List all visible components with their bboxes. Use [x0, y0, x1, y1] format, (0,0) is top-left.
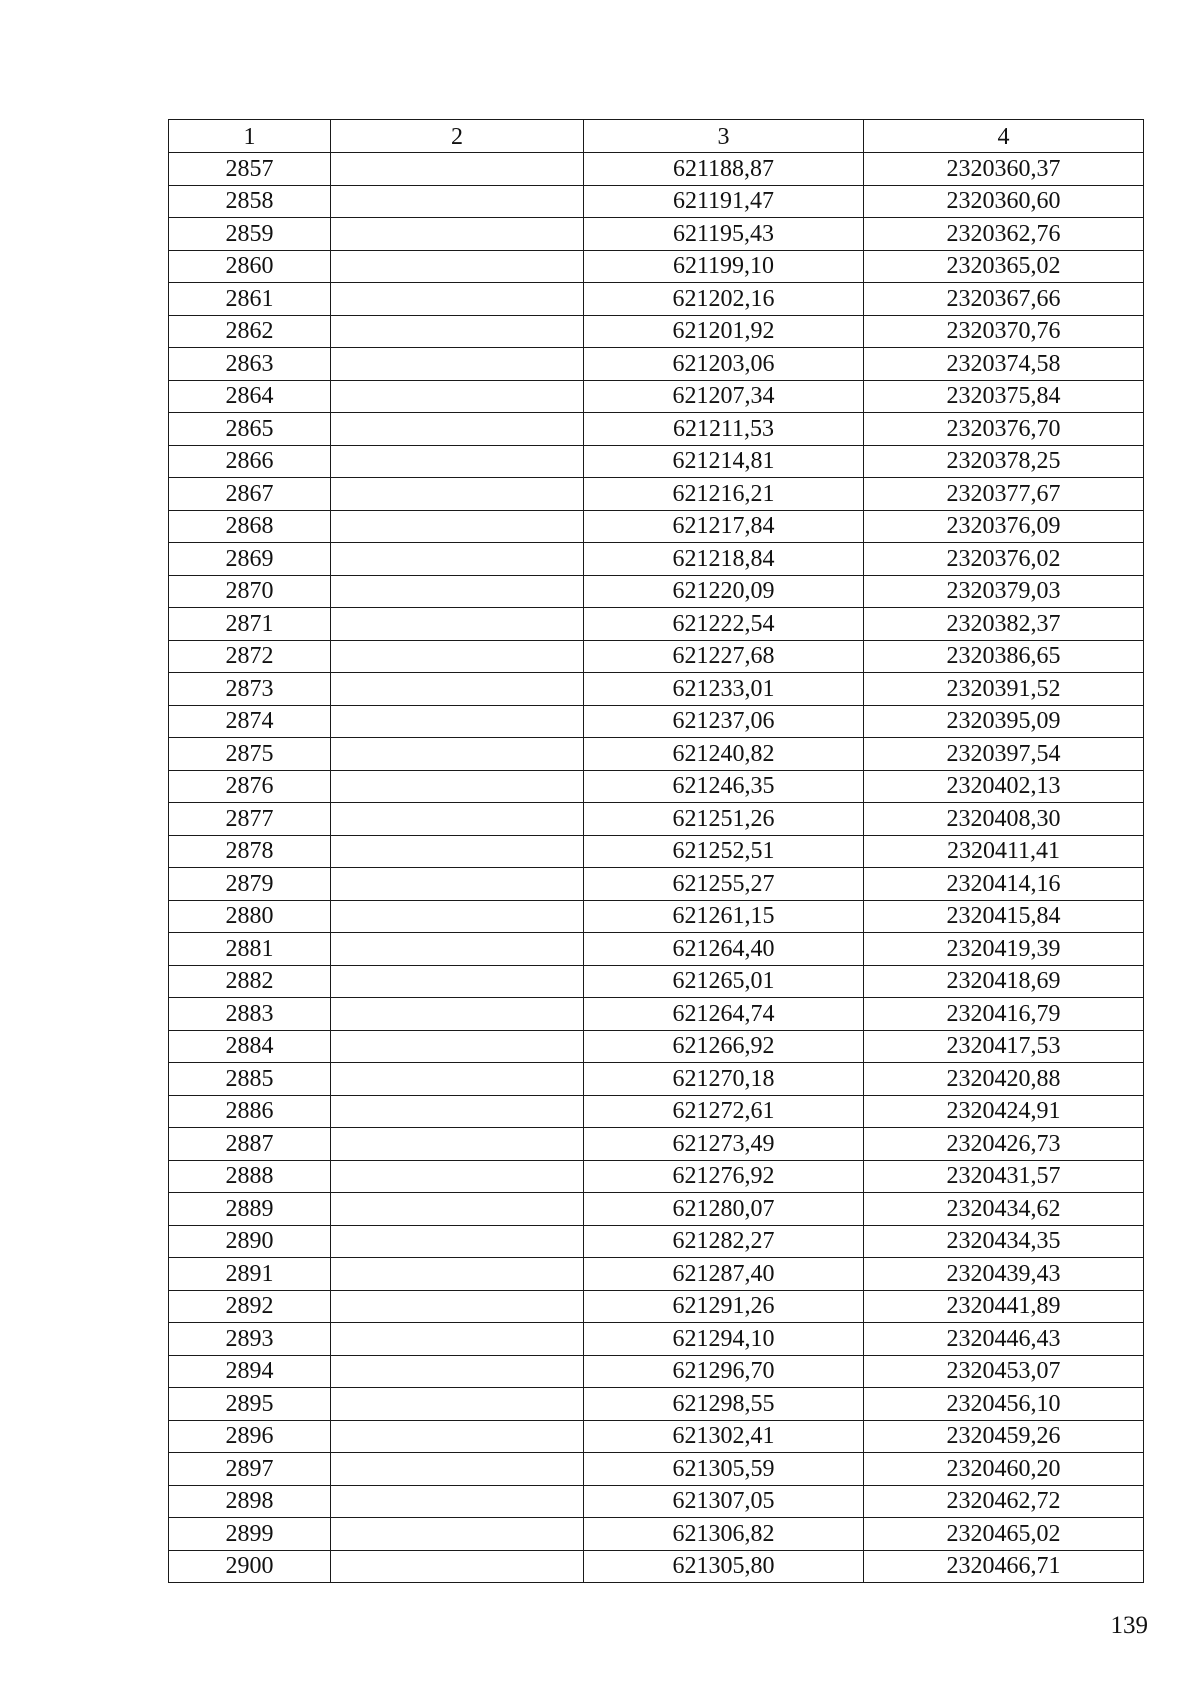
table-row [169, 1453, 1144, 1486]
x-coordinate-cell: 621222,54 [584, 608, 864, 641]
point-number-cell: 2875 [169, 738, 331, 771]
point-number-cell: 2876 [169, 770, 331, 803]
x-coordinate-cell: 621305,59 [584, 1453, 864, 1486]
y-coordinate-cell: 2320375,84 [864, 380, 1144, 413]
x-coordinate-cell: 621287,40 [584, 1258, 864, 1291]
table-body [169, 153, 1144, 1583]
y-coordinate-cell: 2320374,58 [864, 348, 1144, 381]
description-cell [331, 1453, 584, 1486]
y-coordinate-cell: 2320360,37 [864, 153, 1144, 186]
description-cell [331, 673, 584, 706]
page-number: 139 [1110, 1612, 1148, 1639]
y-coordinate-cell: 2320397,54 [864, 738, 1144, 771]
point-number-cell: 2891 [169, 1258, 331, 1291]
point-number-cell: 2862 [169, 315, 331, 348]
point-number-cell: 2866 [169, 445, 331, 478]
description-cell [331, 153, 584, 186]
point-number-cell: 2877 [169, 803, 331, 836]
point-number-cell: 2900 [169, 1550, 331, 1583]
table-row [169, 218, 1144, 251]
table-row [169, 1355, 1144, 1388]
point-number-cell: 2868 [169, 510, 331, 543]
table-row [169, 868, 1144, 901]
y-coordinate-cell: 2320417,53 [864, 1030, 1144, 1063]
table-row [169, 185, 1144, 218]
description-cell [331, 803, 584, 836]
x-coordinate-cell: 621296,70 [584, 1355, 864, 1388]
x-coordinate-cell: 621233,01 [584, 673, 864, 706]
description-cell [331, 510, 584, 543]
coordinates-table [168, 119, 1144, 1583]
point-number-cell: 2893 [169, 1323, 331, 1356]
description-cell [331, 1128, 584, 1161]
x-coordinate-cell: 621217,84 [584, 510, 864, 543]
table-row [169, 998, 1144, 1031]
point-number-cell: 2883 [169, 998, 331, 1031]
x-coordinate-cell: 621191,47 [584, 185, 864, 218]
x-coordinate-cell: 621199,10 [584, 250, 864, 283]
table-row [169, 803, 1144, 836]
table-row [169, 1323, 1144, 1356]
x-coordinate-cell: 621294,10 [584, 1323, 864, 1356]
table-row [169, 640, 1144, 673]
description-cell [331, 1420, 584, 1453]
description-cell [331, 283, 584, 316]
table-row [169, 770, 1144, 803]
table-row [169, 965, 1144, 998]
x-coordinate-cell: 621302,41 [584, 1420, 864, 1453]
table-row [169, 835, 1144, 868]
point-number-cell: 2898 [169, 1485, 331, 1518]
x-coordinate-cell: 621272,61 [584, 1095, 864, 1128]
table-row [169, 900, 1144, 933]
table-row [169, 1518, 1144, 1551]
point-number-cell: 2863 [169, 348, 331, 381]
point-number-cell: 2867 [169, 478, 331, 511]
point-number-cell: 2857 [169, 153, 331, 186]
description-cell [331, 1323, 584, 1356]
y-coordinate-cell: 2320408,30 [864, 803, 1144, 836]
description-cell [331, 868, 584, 901]
table-row [169, 380, 1144, 413]
y-coordinate-cell: 2320462,72 [864, 1485, 1144, 1518]
point-number-cell: 2896 [169, 1420, 331, 1453]
description-cell [331, 1160, 584, 1193]
y-coordinate-cell: 2320466,71 [864, 1550, 1144, 1583]
description-cell [331, 445, 584, 478]
y-coordinate-cell: 2320424,91 [864, 1095, 1144, 1128]
y-coordinate-cell: 2320362,76 [864, 218, 1144, 251]
point-number-cell: 2882 [169, 965, 331, 998]
table-row [169, 673, 1144, 706]
table-row [169, 575, 1144, 608]
point-number-cell: 2874 [169, 705, 331, 738]
x-coordinate-cell: 621246,35 [584, 770, 864, 803]
x-coordinate-cell: 621307,05 [584, 1485, 864, 1518]
description-cell [331, 1030, 584, 1063]
description-cell [331, 1193, 584, 1226]
header-col-3: 3 [584, 120, 864, 153]
x-coordinate-cell: 621195,43 [584, 218, 864, 251]
table-row [169, 510, 1144, 543]
point-number-cell: 2880 [169, 900, 331, 933]
x-coordinate-cell: 621264,74 [584, 998, 864, 1031]
y-coordinate-cell: 2320453,07 [864, 1355, 1144, 1388]
y-coordinate-cell: 2320365,02 [864, 250, 1144, 283]
description-cell [331, 608, 584, 641]
header-col-2: 2 [331, 120, 584, 153]
table-row [169, 1290, 1144, 1323]
x-coordinate-cell: 621282,27 [584, 1225, 864, 1258]
y-coordinate-cell: 2320414,16 [864, 868, 1144, 901]
table-row [169, 153, 1144, 186]
y-coordinate-cell: 2320446,43 [864, 1323, 1144, 1356]
table-row [169, 1030, 1144, 1063]
y-coordinate-cell: 2320419,39 [864, 933, 1144, 966]
description-cell [331, 1063, 584, 1096]
x-coordinate-cell: 621298,55 [584, 1388, 864, 1421]
point-number-cell: 2870 [169, 575, 331, 608]
y-coordinate-cell: 2320431,57 [864, 1160, 1144, 1193]
table-row [169, 1063, 1144, 1096]
x-coordinate-cell: 621188,87 [584, 153, 864, 186]
description-cell [331, 478, 584, 511]
x-coordinate-cell: 621227,68 [584, 640, 864, 673]
y-coordinate-cell: 2320456,10 [864, 1388, 1144, 1421]
point-number-cell: 2885 [169, 1063, 331, 1096]
y-coordinate-cell: 2320370,76 [864, 315, 1144, 348]
point-number-cell: 2865 [169, 413, 331, 446]
description-cell [331, 185, 584, 218]
description-cell [331, 1225, 584, 1258]
x-coordinate-cell: 621273,49 [584, 1128, 864, 1161]
x-coordinate-cell: 621270,18 [584, 1063, 864, 1096]
header-col-4: 4 [864, 120, 1144, 153]
description-cell [331, 1290, 584, 1323]
point-number-cell: 2889 [169, 1193, 331, 1226]
x-coordinate-cell: 621214,81 [584, 445, 864, 478]
description-cell [331, 218, 584, 251]
description-cell [331, 380, 584, 413]
y-coordinate-cell: 2320402,13 [864, 770, 1144, 803]
point-number-cell: 2888 [169, 1160, 331, 1193]
x-coordinate-cell: 621207,34 [584, 380, 864, 413]
y-coordinate-cell: 2320395,09 [864, 705, 1144, 738]
table-row [169, 413, 1144, 446]
x-coordinate-cell: 621218,84 [584, 543, 864, 576]
point-number-cell: 2861 [169, 283, 331, 316]
description-cell [331, 900, 584, 933]
description-cell [331, 575, 584, 608]
point-number-cell: 2860 [169, 250, 331, 283]
y-coordinate-cell: 2320411,41 [864, 835, 1144, 868]
point-number-cell: 2871 [169, 608, 331, 641]
table-row [169, 1388, 1144, 1421]
x-coordinate-cell: 621251,26 [584, 803, 864, 836]
description-cell [331, 933, 584, 966]
y-coordinate-cell: 2320459,26 [864, 1420, 1144, 1453]
description-cell [331, 543, 584, 576]
point-number-cell: 2897 [169, 1453, 331, 1486]
description-cell [331, 315, 584, 348]
y-coordinate-cell: 2320416,79 [864, 998, 1144, 1031]
description-cell [331, 1388, 584, 1421]
description-cell [331, 348, 584, 381]
point-number-cell: 2859 [169, 218, 331, 251]
y-coordinate-cell: 2320426,73 [864, 1128, 1144, 1161]
point-number-cell: 2873 [169, 673, 331, 706]
y-coordinate-cell: 2320386,65 [864, 640, 1144, 673]
description-cell [331, 1485, 584, 1518]
y-coordinate-cell: 2320376,70 [864, 413, 1144, 446]
x-coordinate-cell: 621252,51 [584, 835, 864, 868]
x-coordinate-cell: 621265,01 [584, 965, 864, 998]
description-cell [331, 738, 584, 771]
y-coordinate-cell: 2320360,60 [864, 185, 1144, 218]
table-row [169, 315, 1144, 348]
x-coordinate-cell: 621280,07 [584, 1193, 864, 1226]
x-coordinate-cell: 621291,26 [584, 1290, 864, 1323]
x-coordinate-cell: 621261,15 [584, 900, 864, 933]
x-coordinate-cell: 621240,82 [584, 738, 864, 771]
header-col-1: 1 [169, 120, 331, 153]
table-row [169, 445, 1144, 478]
y-coordinate-cell: 2320391,52 [864, 673, 1144, 706]
point-number-cell: 2879 [169, 868, 331, 901]
point-number-cell: 2884 [169, 1030, 331, 1063]
table-row [169, 608, 1144, 641]
table-row [169, 1550, 1144, 1583]
description-cell [331, 1550, 584, 1583]
description-cell [331, 250, 584, 283]
x-coordinate-cell: 621264,40 [584, 933, 864, 966]
y-coordinate-cell: 2320434,62 [864, 1193, 1144, 1226]
description-cell [331, 1258, 584, 1291]
x-coordinate-cell: 621211,53 [584, 413, 864, 446]
description-cell [331, 1355, 584, 1388]
x-coordinate-cell: 621305,80 [584, 1550, 864, 1583]
table-row [169, 738, 1144, 771]
point-number-cell: 2894 [169, 1355, 331, 1388]
point-number-cell: 2895 [169, 1388, 331, 1421]
description-cell [331, 705, 584, 738]
table-row [169, 1160, 1144, 1193]
y-coordinate-cell: 2320441,89 [864, 1290, 1144, 1323]
point-number-cell: 2886 [169, 1095, 331, 1128]
table-row [169, 543, 1144, 576]
x-coordinate-cell: 621276,92 [584, 1160, 864, 1193]
x-coordinate-cell: 621306,82 [584, 1518, 864, 1551]
y-coordinate-cell: 2320439,43 [864, 1258, 1144, 1291]
description-cell [331, 835, 584, 868]
x-coordinate-cell: 621266,92 [584, 1030, 864, 1063]
table-row [169, 250, 1144, 283]
table-row [169, 1128, 1144, 1161]
description-cell [331, 770, 584, 803]
table-row [169, 1095, 1144, 1128]
point-number-cell: 2892 [169, 1290, 331, 1323]
point-number-cell: 2887 [169, 1128, 331, 1161]
y-coordinate-cell: 2320378,25 [864, 445, 1144, 478]
table-row [169, 348, 1144, 381]
table-row [169, 705, 1144, 738]
y-coordinate-cell: 2320460,20 [864, 1453, 1144, 1486]
x-coordinate-cell: 621216,21 [584, 478, 864, 511]
y-coordinate-cell: 2320434,35 [864, 1225, 1144, 1258]
table-row [169, 933, 1144, 966]
y-coordinate-cell: 2320367,66 [864, 283, 1144, 316]
point-number-cell: 2890 [169, 1225, 331, 1258]
point-number-cell: 2899 [169, 1518, 331, 1551]
table-row [169, 1258, 1144, 1291]
x-coordinate-cell: 621255,27 [584, 868, 864, 901]
table-header-row [169, 120, 1144, 153]
y-coordinate-cell: 2320376,02 [864, 543, 1144, 576]
description-cell [331, 1518, 584, 1551]
description-cell [331, 998, 584, 1031]
description-cell [331, 965, 584, 998]
y-coordinate-cell: 2320418,69 [864, 965, 1144, 998]
y-coordinate-cell: 2320420,88 [864, 1063, 1144, 1096]
x-coordinate-cell: 621220,09 [584, 575, 864, 608]
y-coordinate-cell: 2320379,03 [864, 575, 1144, 608]
description-cell [331, 640, 584, 673]
table-row [169, 1225, 1144, 1258]
x-coordinate-cell: 621201,92 [584, 315, 864, 348]
point-number-cell: 2858 [169, 185, 331, 218]
table-row [169, 1420, 1144, 1453]
y-coordinate-cell: 2320382,37 [864, 608, 1144, 641]
table-row [169, 1485, 1144, 1518]
y-coordinate-cell: 2320465,02 [864, 1518, 1144, 1551]
point-number-cell: 2864 [169, 380, 331, 413]
point-number-cell: 2872 [169, 640, 331, 673]
y-coordinate-cell: 2320377,67 [864, 478, 1144, 511]
table-row [169, 478, 1144, 511]
x-coordinate-cell: 621203,06 [584, 348, 864, 381]
x-coordinate-cell: 621237,06 [584, 705, 864, 738]
point-number-cell: 2881 [169, 933, 331, 966]
x-coordinate-cell: 621202,16 [584, 283, 864, 316]
y-coordinate-cell: 2320415,84 [864, 900, 1144, 933]
y-coordinate-cell: 2320376,09 [864, 510, 1144, 543]
description-cell [331, 413, 584, 446]
description-cell [331, 1095, 584, 1128]
table-row [169, 283, 1144, 316]
point-number-cell: 2869 [169, 543, 331, 576]
point-number-cell: 2878 [169, 835, 331, 868]
table-row [169, 1193, 1144, 1226]
